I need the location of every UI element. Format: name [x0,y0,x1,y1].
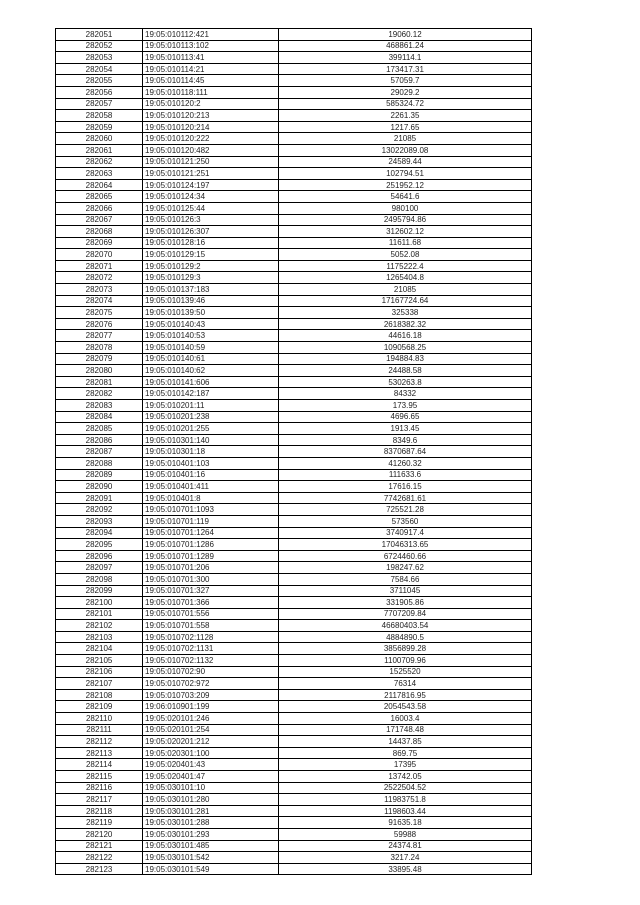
table-row [56,655,532,667]
row-id-cell: 282104 [56,643,143,655]
cadastral-number-cell: 19:05:010401:8 [143,492,279,504]
cadastral-number-cell: 19:05:010701:300 [143,573,279,585]
table-row [56,782,532,794]
table-row [56,342,532,354]
row-id-cell: 282089 [56,469,143,481]
row-id-cell: 282123 [56,863,143,875]
amount-cell: 3856899.28 [279,643,532,655]
cadastral-number-cell: 19:05:010126:307 [143,226,279,238]
amount-cell: 3217.24 [279,852,532,864]
amount-cell: 91635.18 [279,817,532,829]
amount-cell: 399114.1 [279,52,532,64]
table-row [56,191,532,203]
row-id-cell: 282084 [56,411,143,423]
amount-cell: 2495794.86 [279,214,532,226]
row-id-cell: 282119 [56,817,143,829]
table-row [56,202,532,214]
row-id-cell: 282085 [56,423,143,435]
cadastral-number-cell: 19:05:010113:102 [143,40,279,52]
cadastral-number-cell: 19:05:010129:2 [143,260,279,272]
cadastral-number-cell: 19:05:020401:47 [143,771,279,783]
row-id-cell: 282100 [56,597,143,609]
cadastral-number-cell: 19:05:010701:558 [143,620,279,632]
amount-cell: 1525520 [279,666,532,678]
row-id-cell: 282121 [56,840,143,852]
row-id-cell: 282066 [56,202,143,214]
cadastral-number-cell: 19:05:010201:238 [143,411,279,423]
cadastral-number-cell: 19:05:010140:62 [143,365,279,377]
amount-cell: 585324.72 [279,98,532,110]
amount-cell: 173.95 [279,400,532,412]
table-row [56,794,532,806]
cadastral-number-cell: 19:05:010301:140 [143,434,279,446]
row-id-cell: 282083 [56,400,143,412]
amount-cell: 1175222.4 [279,260,532,272]
amount-cell: 6724460.66 [279,550,532,562]
cadastral-number-cell: 19:05:010702:972 [143,678,279,690]
cadastral-number-cell: 19:05:010701:119 [143,515,279,527]
row-id-cell: 282053 [56,52,143,64]
row-id-cell: 282097 [56,562,143,574]
table-row [56,597,532,609]
cadastral-number-cell: 19:05:010125:44 [143,202,279,214]
cadastral-number-cell: 19:05:010141:606 [143,376,279,388]
row-id-cell: 282112 [56,736,143,748]
table-row [56,260,532,272]
table-row [56,643,532,655]
row-id-cell: 282054 [56,63,143,75]
row-id-cell: 282109 [56,701,143,713]
row-id-cell: 282073 [56,284,143,296]
row-id-cell: 282070 [56,249,143,261]
table-row [56,724,532,736]
amount-cell: 530263.8 [279,376,532,388]
amount-cell: 869.75 [279,747,532,759]
amount-cell: 24374.81 [279,840,532,852]
row-id-cell: 282096 [56,550,143,562]
table-row [56,330,532,342]
table-row [56,840,532,852]
amount-cell: 7707209.84 [279,608,532,620]
amount-cell: 11611.68 [279,237,532,249]
table-row [56,736,532,748]
row-id-cell: 282059 [56,121,143,133]
row-id-cell: 282106 [56,666,143,678]
cadastral-number-cell: 19:05:010701:1093 [143,504,279,516]
row-id-cell: 282069 [56,237,143,249]
table-row [56,550,532,562]
row-id-cell: 282057 [56,98,143,110]
table-row [56,318,532,330]
cadastral-number-cell: 19:05:010701:366 [143,597,279,609]
amount-cell: 8370687.64 [279,446,532,458]
table-row [56,515,532,527]
row-id-cell: 282122 [56,852,143,864]
row-id-cell: 282055 [56,75,143,87]
row-id-cell: 282081 [56,376,143,388]
table-row [56,631,532,643]
table-row [56,863,532,875]
row-id-cell: 282075 [56,307,143,319]
cadastral-number-cell: 19:05:030101:280 [143,794,279,806]
table-row [56,504,532,516]
row-id-cell: 282117 [56,794,143,806]
row-id-cell: 282103 [56,631,143,643]
cadastral-number-cell: 19:05:010701:206 [143,562,279,574]
row-id-cell: 282064 [56,179,143,191]
cadastral-number-cell: 19:05:010301:18 [143,446,279,458]
cadastral-number-cell: 19:05:020101:246 [143,713,279,725]
cadastral-number-cell: 19:05:010701:1264 [143,527,279,539]
amount-cell: 33895.48 [279,863,532,875]
amount-cell: 17167724.64 [279,295,532,307]
table-row [56,52,532,64]
table-row [56,214,532,226]
table-row [56,249,532,261]
table-row [56,121,532,133]
amount-cell: 198247.62 [279,562,532,574]
amount-cell: 111633.6 [279,469,532,481]
row-id-cell: 282052 [56,40,143,52]
row-id-cell: 282111 [56,724,143,736]
table-row [56,272,532,284]
table-row [56,411,532,423]
amount-cell: 980100 [279,202,532,214]
amount-cell: 312602.12 [279,226,532,238]
amount-cell: 13022089.08 [279,144,532,156]
table-row [56,400,532,412]
cadastral-number-cell: 19:05:010139:50 [143,307,279,319]
row-id-cell: 282107 [56,678,143,690]
table-row [56,492,532,504]
cadastral-number-cell: 19:05:010114:45 [143,75,279,87]
table-row [56,168,532,180]
row-id-cell: 282102 [56,620,143,632]
cadastral-number-cell: 19:05:010140:59 [143,342,279,354]
table-row [56,573,532,585]
cadastral-number-cell: 19:05:030101:288 [143,817,279,829]
table-row [56,678,532,690]
cadastral-number-cell: 19:05:010139:46 [143,295,279,307]
cadastral-number-cell: 19:05:010702:90 [143,666,279,678]
row-id-cell: 282058 [56,110,143,122]
table-row [56,226,532,238]
row-id-cell: 282077 [56,330,143,342]
amount-cell: 171748.48 [279,724,532,736]
cadastral-number-cell: 19:05:010401:411 [143,481,279,493]
amount-cell: 41260.32 [279,457,532,469]
amount-cell: 24589.44 [279,156,532,168]
table-row [56,539,532,551]
amount-cell: 21085 [279,284,532,296]
amount-cell: 17395 [279,759,532,771]
table-row [56,689,532,701]
amount-cell: 2054543.58 [279,701,532,713]
row-id-cell: 282060 [56,133,143,145]
cadastral-number-cell: 19:05:010137:183 [143,284,279,296]
amount-cell: 11983751.8 [279,794,532,806]
amount-cell: 13742.05 [279,771,532,783]
cadastral-number-cell: 19:05:010120:482 [143,144,279,156]
table-row [56,759,532,771]
cadastral-number-cell: 19:05:010701:327 [143,585,279,597]
cadastral-number-cell: 19:05:010124:197 [143,179,279,191]
amount-cell: 59988 [279,828,532,840]
row-id-cell: 282088 [56,457,143,469]
cadastral-number-cell: 19:05:030101:549 [143,863,279,875]
table-row [56,156,532,168]
amount-cell: 725521.28 [279,504,532,516]
cadastral-number-cell: 19:05:010201:255 [143,423,279,435]
row-id-cell: 282105 [56,655,143,667]
cadastral-number-cell: 19:06:010901:199 [143,701,279,713]
table-row [56,133,532,145]
row-id-cell: 282087 [56,446,143,458]
amount-cell: 3740917.4 [279,527,532,539]
cadastral-number-cell: 19:05:010142:187 [143,388,279,400]
row-id-cell: 282113 [56,747,143,759]
row-id-cell: 282076 [56,318,143,330]
row-id-cell: 282094 [56,527,143,539]
document-page [55,28,531,875]
table-row [56,562,532,574]
table-row [56,86,532,98]
amount-cell: 1217.65 [279,121,532,133]
cadastral-number-cell: 19:05:010128:16 [143,237,279,249]
data-table [55,28,532,875]
table-row [56,295,532,307]
cadastral-number-cell: 19:05:020401:43 [143,759,279,771]
table-row [56,817,532,829]
row-id-cell: 282095 [56,539,143,551]
row-id-cell: 282078 [56,342,143,354]
amount-cell: 194884.83 [279,353,532,365]
table-row [56,110,532,122]
table-row [56,179,532,191]
cadastral-number-cell: 19:05:010121:251 [143,168,279,180]
amount-cell: 1100709.96 [279,655,532,667]
row-id-cell: 282086 [56,434,143,446]
row-id-cell: 282068 [56,226,143,238]
table-row [56,608,532,620]
amount-cell: 2618382.32 [279,318,532,330]
row-id-cell: 282051 [56,29,143,41]
row-id-cell: 282091 [56,492,143,504]
amount-cell: 57059.7 [279,75,532,87]
amount-cell: 468861.24 [279,40,532,52]
row-id-cell: 282080 [56,365,143,377]
cadastral-number-cell: 19:05:010702:1128 [143,631,279,643]
cadastral-number-cell: 19:05:030101:281 [143,805,279,817]
row-id-cell: 282074 [56,295,143,307]
row-id-cell: 282120 [56,828,143,840]
amount-cell: 5052.08 [279,249,532,261]
cadastral-number-cell: 19:05:010120:214 [143,121,279,133]
table-row [56,423,532,435]
row-id-cell: 282067 [56,214,143,226]
amount-cell: 16003.4 [279,713,532,725]
cadastral-number-cell: 19:05:010120:213 [143,110,279,122]
amount-cell: 2117816.95 [279,689,532,701]
table-row [56,666,532,678]
cadastral-number-cell: 19:05:010112:421 [143,29,279,41]
table-body [56,29,532,875]
cadastral-number-cell: 19:05:010129:3 [143,272,279,284]
cadastral-number-cell: 19:05:010401:16 [143,469,279,481]
amount-cell: 7584.66 [279,573,532,585]
amount-cell: 84332 [279,388,532,400]
cadastral-number-cell: 19:05:030101:542 [143,852,279,864]
cadastral-number-cell: 19:05:010113:41 [143,52,279,64]
amount-cell: 325338 [279,307,532,319]
cadastral-number-cell: 19:05:020201:212 [143,736,279,748]
table-row [56,457,532,469]
row-id-cell: 282061 [56,144,143,156]
amount-cell: 46680403.54 [279,620,532,632]
table-row [56,63,532,75]
cadastral-number-cell: 19:05:010120:222 [143,133,279,145]
row-id-cell: 282082 [56,388,143,400]
cadastral-number-cell: 19:05:010114:21 [143,63,279,75]
amount-cell: 3711045 [279,585,532,597]
row-id-cell: 282056 [56,86,143,98]
row-id-cell: 282114 [56,759,143,771]
amount-cell: 76314 [279,678,532,690]
cadastral-number-cell: 19:05:030101:485 [143,840,279,852]
table-row [56,307,532,319]
amount-cell: 14437.85 [279,736,532,748]
table-row [56,747,532,759]
table-row [56,434,532,446]
cadastral-number-cell: 19:05:010140:53 [143,330,279,342]
row-id-cell: 282072 [56,272,143,284]
table-row [56,376,532,388]
cadastral-number-cell: 19:05:010702:1131 [143,643,279,655]
cadastral-number-cell: 19:05:010703:209 [143,689,279,701]
table-row [56,701,532,713]
table-row [56,365,532,377]
row-id-cell: 282062 [56,156,143,168]
amount-cell: 4696.65 [279,411,532,423]
row-id-cell: 282092 [56,504,143,516]
table-row [56,852,532,864]
table-row [56,713,532,725]
amount-cell: 17616.15 [279,481,532,493]
cadastral-number-cell: 19:05:010129:15 [143,249,279,261]
row-id-cell: 282110 [56,713,143,725]
cadastral-number-cell: 19:05:020301:100 [143,747,279,759]
table-row [56,29,532,41]
table-row [56,388,532,400]
table-row [56,40,532,52]
cadastral-number-cell: 19:05:010702:1132 [143,655,279,667]
row-id-cell: 282079 [56,353,143,365]
row-id-cell: 282090 [56,481,143,493]
cadastral-number-cell: 19:05:010124:34 [143,191,279,203]
amount-cell: 54641.6 [279,191,532,203]
row-id-cell: 282115 [56,771,143,783]
cadastral-number-cell: 19:05:010118:111 [143,86,279,98]
amount-cell: 1913.45 [279,423,532,435]
table-row [56,75,532,87]
cadastral-number-cell: 19:05:010120:2 [143,98,279,110]
row-id-cell: 282108 [56,689,143,701]
amount-cell: 24488.58 [279,365,532,377]
row-id-cell: 282063 [56,168,143,180]
cadastral-number-cell: 19:05:010121:250 [143,156,279,168]
amount-cell: 2522504.52 [279,782,532,794]
amount-cell: 1265404.8 [279,272,532,284]
amount-cell: 7742681.61 [279,492,532,504]
amount-cell: 17046313.65 [279,539,532,551]
table-row [56,481,532,493]
amount-cell: 2261.35 [279,110,532,122]
table-row [56,805,532,817]
row-id-cell: 282099 [56,585,143,597]
table-row [56,446,532,458]
amount-cell: 251952.12 [279,179,532,191]
cadastral-number-cell: 19:05:010401:103 [143,457,279,469]
table-row [56,353,532,365]
table-row [56,527,532,539]
cadastral-number-cell: 19:05:010201:11 [143,400,279,412]
cadastral-number-cell: 19:05:030101:10 [143,782,279,794]
amount-cell: 8349.6 [279,434,532,446]
row-id-cell: 282093 [56,515,143,527]
amount-cell: 44616.18 [279,330,532,342]
amount-cell: 102794.51 [279,168,532,180]
amount-cell: 331905.86 [279,597,532,609]
table-row [56,237,532,249]
row-id-cell: 282101 [56,608,143,620]
table-row [56,284,532,296]
amount-cell: 573560 [279,515,532,527]
cadastral-number-cell: 19:05:010701:1286 [143,539,279,551]
row-id-cell: 282098 [56,573,143,585]
cadastral-number-cell: 19:05:010140:43 [143,318,279,330]
cadastral-number-cell: 19:05:030101:293 [143,828,279,840]
row-id-cell: 282116 [56,782,143,794]
amount-cell: 1198603.44 [279,805,532,817]
cadastral-number-cell: 19:05:010701:556 [143,608,279,620]
amount-cell: 21085 [279,133,532,145]
row-id-cell: 282071 [56,260,143,272]
table-row [56,144,532,156]
amount-cell: 1090568.25 [279,342,532,354]
table-row [56,469,532,481]
amount-cell: 173417.31 [279,63,532,75]
cadastral-number-cell: 19:05:020101:254 [143,724,279,736]
row-id-cell: 282065 [56,191,143,203]
row-id-cell: 282118 [56,805,143,817]
amount-cell: 4884890.5 [279,631,532,643]
table-row [56,98,532,110]
table-row [56,585,532,597]
cadastral-number-cell: 19:05:010126:3 [143,214,279,226]
table-row [56,771,532,783]
table-row [56,620,532,632]
cadastral-number-cell: 19:05:010140:61 [143,353,279,365]
amount-cell: 29029.2 [279,86,532,98]
cadastral-number-cell: 19:05:010701:1289 [143,550,279,562]
table-row [56,828,532,840]
amount-cell: 19060.12 [279,29,532,41]
